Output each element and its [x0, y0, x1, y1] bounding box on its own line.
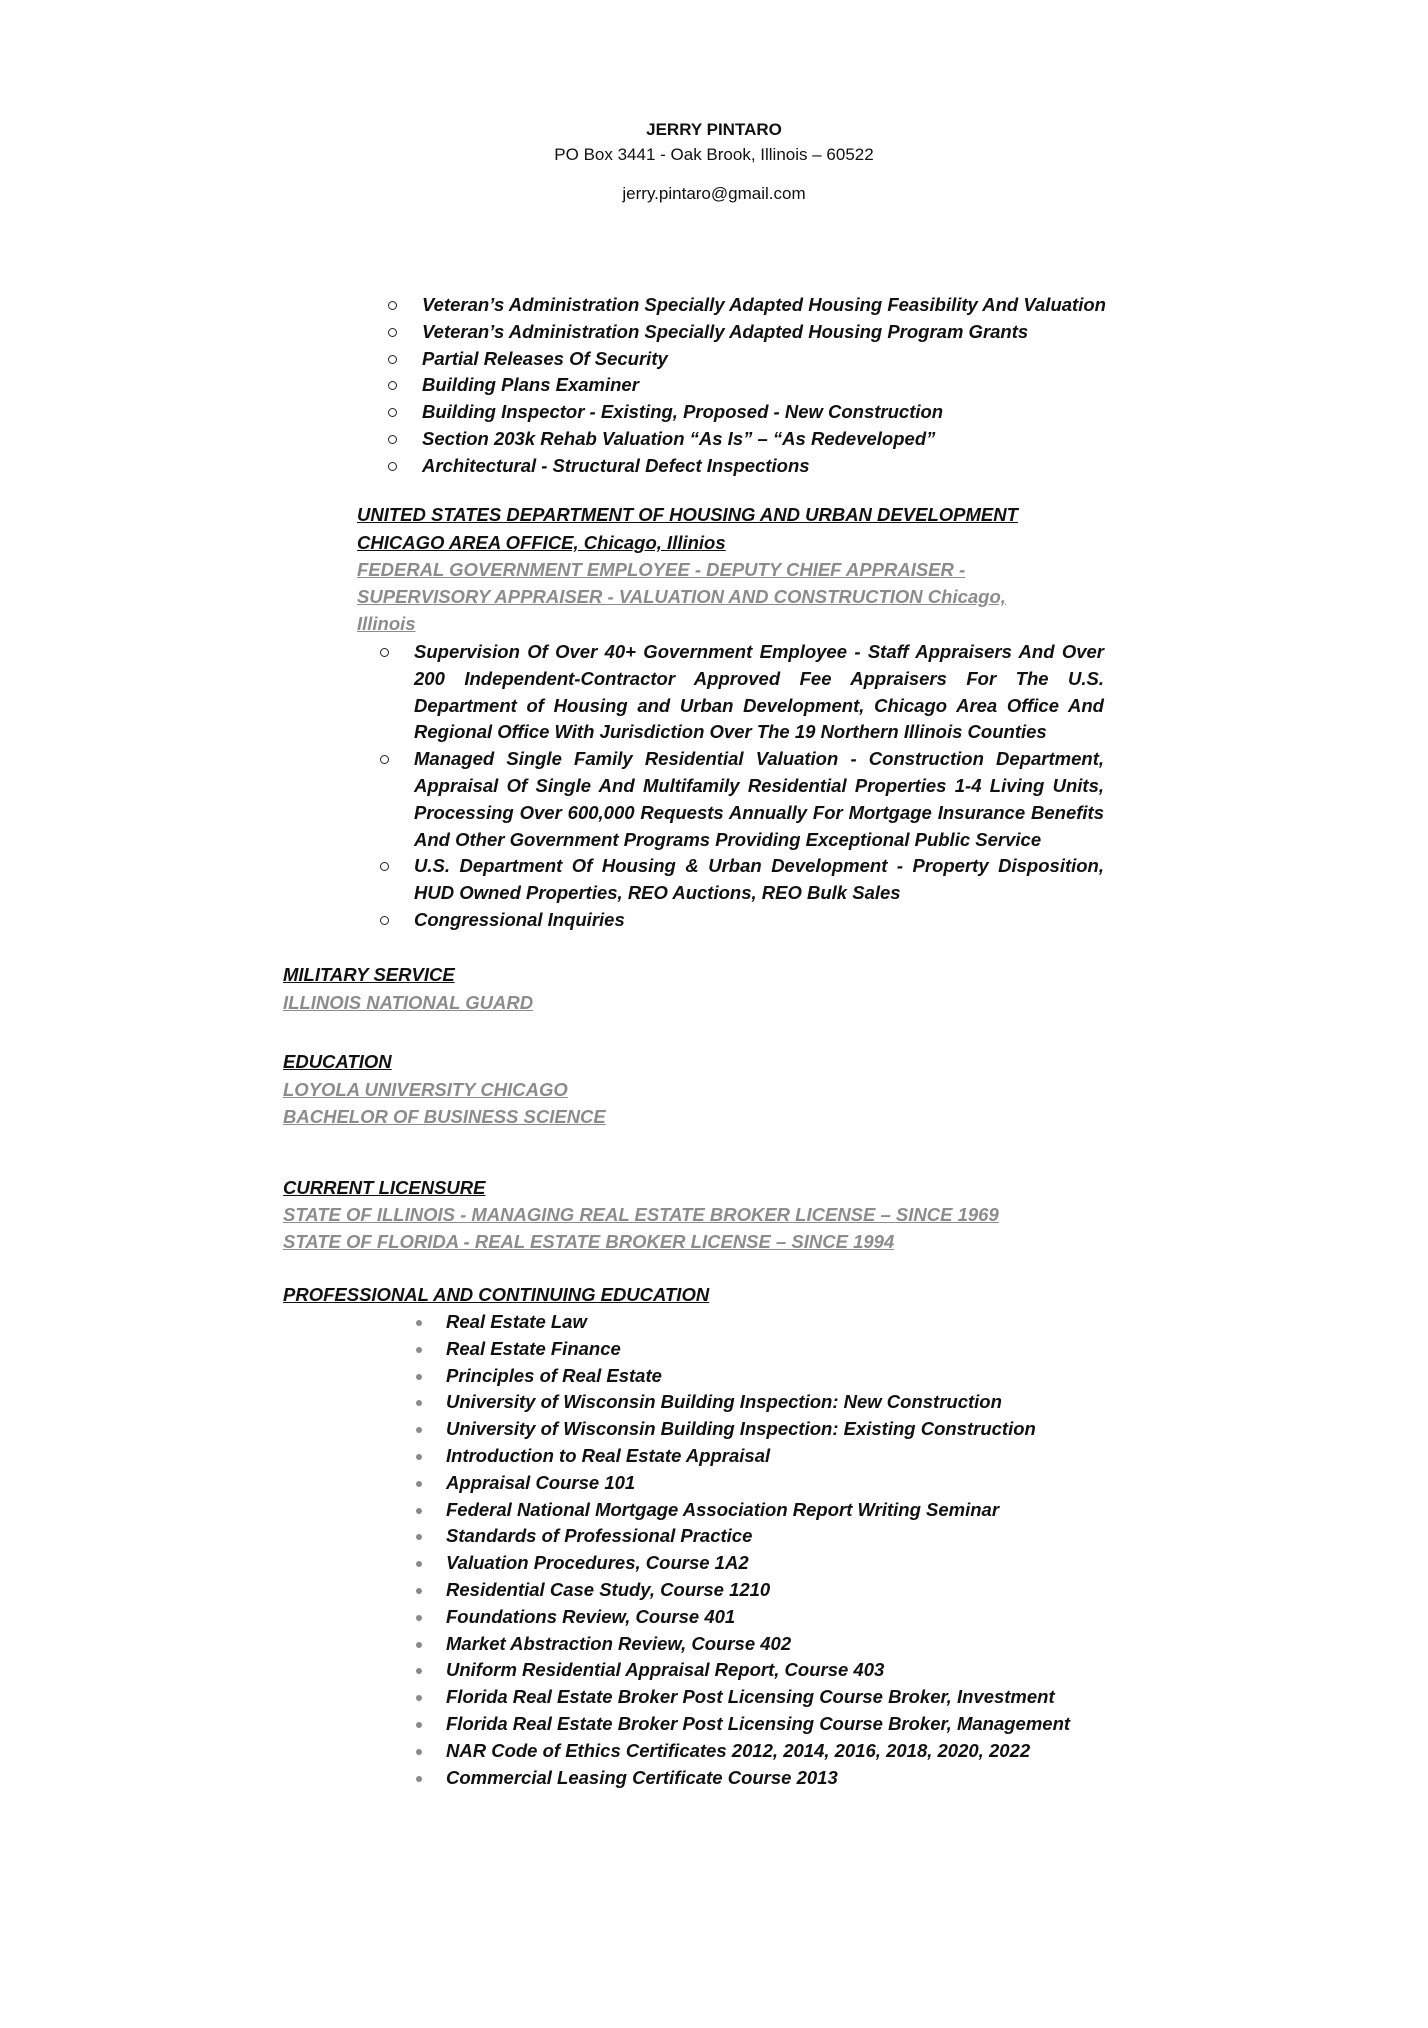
hud-duty-line: And Other Government Programs Providing Exceptional Public Service: [414, 828, 1042, 850]
hud-role-line-2: SUPERVISORY APPRAISER - VALUATION AND CONSTRUCTION Chicago,: [357, 586, 1006, 607]
circle-bullet-icon: [388, 328, 397, 337]
hud-duty-line: Department of Housing and Urban Development, Chicago Area Office And: [414, 694, 1104, 716]
continuing-ed-item: Real Estate Law: [446, 1311, 587, 1332]
licensure-section-title: CURRENT LICENSURE: [283, 1177, 486, 1198]
hud-role-line-3: Illinois: [357, 613, 416, 634]
dot-bullet-icon: [416, 1400, 422, 1406]
dot-bullet-icon: [416, 1508, 422, 1514]
mailing-address: PO Box 3441 - Oak Brook, Illinois – 60522: [554, 145, 874, 164]
circle-bullet-icon: [388, 381, 397, 390]
continuing-ed-item: University of Wisconsin Building Inspection: Existing Construction: [446, 1418, 1036, 1440]
applicant-name: JERRY PINTARO: [646, 120, 782, 139]
dot-bullet-icon: [416, 1347, 422, 1353]
continuing-ed-item: University of Wisconsin Building Inspection: New Construction: [446, 1391, 1002, 1413]
continuing-ed-item: Introduction to Real Estate Appraisal: [446, 1445, 771, 1466]
dot-bullet-icon: [416, 1642, 422, 1648]
continuing-ed-item: Federal National Mortgage Association Report Writing Seminar: [446, 1498, 1000, 1520]
education-section-title: EDUCATION: [283, 1051, 392, 1072]
va-duty-item: Veteran’s Administration Specially Adapted Housing Program Grants: [422, 320, 1029, 342]
hud-duty-line: Appraisal Of Single And Multifamily Residential Properties 1-4 Living Units,: [414, 775, 1104, 796]
continuing-ed-item: Commercial Leasing Certificate Course 2013: [446, 1766, 838, 1788]
va-duty-item: Partial Releases Of Security: [422, 347, 668, 369]
continuing-ed-item: Uniform Residential Appraisal Report, Course 403: [446, 1659, 885, 1681]
continuing-ed-item: Market Abstraction Review, Course 402: [446, 1632, 792, 1654]
dot-bullet-icon: [416, 1561, 422, 1567]
circle-bullet-icon: [388, 408, 397, 417]
hud-duty-line: HUD Owned Properties, REO Auctions, REO Bulk Sales: [414, 882, 901, 904]
hud-duty-line: Managed Single Family Residential Valuation - Construction Department,: [414, 748, 1104, 770]
circle-bullet-icon: [380, 755, 389, 764]
hud-duty-line: U.S. Department Of Housing & Urban Development - Property Disposition,: [414, 855, 1104, 877]
continuing-ed-item: Florida Real Estate Broker Post Licensing Course Broker, Investment: [446, 1686, 1055, 1708]
continuing-ed-item: Appraisal Course 101: [446, 1471, 636, 1493]
va-duty-item: Building Plans Examiner: [422, 374, 639, 396]
va-duty-item: Architectural - Structural Defect Inspections: [422, 454, 810, 476]
dot-bullet-icon: [416, 1588, 422, 1594]
education-degree: BACHELOR OF BUSINESS SCIENCE: [283, 1106, 606, 1127]
email-address: jerry.pintaro@gmail.com: [622, 184, 806, 203]
hud-section-title: UNITED STATES DEPARTMENT OF HOUSING AND URBAN DEVELOPMENT: [357, 504, 1018, 525]
hud-role-line-1: FEDERAL GOVERNMENT EMPLOYEE - DEPUTY CHIEF APPRAISER -: [357, 559, 966, 580]
military-section-title: MILITARY SERVICE: [283, 964, 455, 985]
licensure-illinois: STATE OF ILLINOIS - MANAGING REAL ESTATE BROKER LICENSE – SINCE 1969: [283, 1204, 999, 1225]
continuing-ed-item: Real Estate Finance: [446, 1337, 621, 1359]
continuing-ed-item: Foundations Review, Course 401: [446, 1605, 736, 1627]
circle-bullet-icon: [380, 648, 389, 657]
dot-bullet-icon: [416, 1481, 422, 1487]
hud-duty-line: Congressional Inquiries: [414, 909, 625, 930]
continuing-ed-item: Valuation Procedures, Course 1A2: [446, 1552, 749, 1574]
hud-duty-line: Supervision Of Over 40+ Government Employee - Staff Appraisers And Over: [414, 641, 1104, 662]
dot-bullet-icon: [416, 1695, 422, 1701]
hud-duty-line: Regional Office With Jurisdiction Over The 19 Northern Illinois Counties: [414, 721, 1047, 743]
dot-bullet-icon: [416, 1722, 422, 1728]
education-school: LOYOLA UNIVERSITY CHICAGO: [283, 1079, 568, 1100]
continuing-ed-item: NAR Code of Ethics Certificates 2012, 2014, 2016, 2018, 2020, 2022: [446, 1739, 1031, 1761]
resume-header: [0, 117, 1428, 206]
circle-bullet-icon: [388, 301, 397, 310]
continuing-ed-item: Florida Real Estate Broker Post Licensing Course Broker, Management: [446, 1713, 1071, 1734]
dot-bullet-icon: [416, 1534, 422, 1540]
continuing-ed-item: Standards of Professional Practice: [446, 1525, 753, 1547]
dot-bullet-icon: [416, 1374, 422, 1380]
licensure-florida: STATE OF FLORIDA - REAL ESTATE BROKER LICENSE – SINCE 1994: [283, 1231, 895, 1252]
dot-bullet-icon: [416, 1668, 422, 1674]
circle-bullet-icon: [388, 462, 397, 471]
circle-bullet-icon: [380, 862, 389, 871]
hud-duty-line: Processing Over 600,000 Requests Annually For Mortgage Insurance Benefits: [414, 801, 1104, 823]
va-duty-item: Veteran’s Administration Specially Adapted Housing Feasibility And Valuation: [422, 294, 1106, 315]
dot-bullet-icon: [416, 1776, 422, 1782]
dot-bullet-icon: [416, 1615, 422, 1621]
hud-duty-line: 200 Independent-Contractor Approved Fee Appraisers For The U.S.: [414, 667, 1104, 689]
hud-office-line: CHICAGO AREA OFFICE, Chicago, Illinios: [357, 532, 726, 553]
continuing-ed-section-title: PROFESSIONAL AND CONTINUING EDUCATION: [283, 1284, 710, 1305]
va-duty-item: Section 203k Rehab Valuation “As Is” – “As Redeveloped”: [422, 428, 936, 449]
continuing-ed-item: Principles of Real Estate: [446, 1364, 662, 1386]
circle-bullet-icon: [388, 435, 397, 444]
dot-bullet-icon: [416, 1320, 422, 1326]
continuing-ed-item: Residential Case Study, Course 1210: [446, 1579, 771, 1600]
circle-bullet-icon: [380, 916, 389, 925]
circle-bullet-icon: [388, 355, 397, 364]
va-duty-item: Building Inspector - Existing, Proposed - New Construction: [422, 401, 944, 423]
dot-bullet-icon: [416, 1749, 422, 1755]
dot-bullet-icon: [416, 1427, 422, 1433]
military-line: ILLINOIS NATIONAL GUARD: [283, 992, 534, 1013]
dot-bullet-icon: [416, 1454, 422, 1460]
